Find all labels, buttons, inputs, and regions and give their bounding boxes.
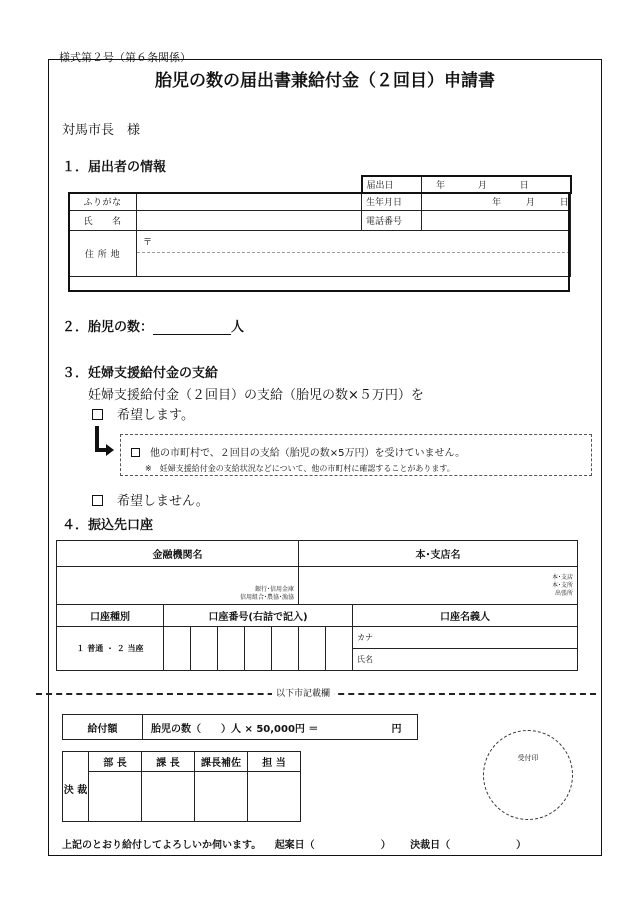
option-yes[interactable] xyxy=(92,404,194,423)
option-yes-label: 希望します。 xyxy=(117,408,194,423)
role-header: 課 長 xyxy=(142,752,195,772)
section-reporter-heading: １．届出者の情報 xyxy=(62,160,167,175)
holder-name-field[interactable] xyxy=(353,649,578,671)
branch-type-3: 出張所 xyxy=(555,589,574,597)
submit-date-label: 届出日 xyxy=(362,176,422,193)
option-no-checkbox[interactable] xyxy=(92,495,103,506)
account-digit[interactable] xyxy=(245,627,272,671)
account-digit[interactable] xyxy=(164,627,191,671)
reception-stamp-circle xyxy=(483,730,573,820)
benefit-label: 給付額 xyxy=(63,715,143,740)
account-digit[interactable] xyxy=(272,627,299,671)
branch-name-header: 本･支店名 xyxy=(299,541,578,567)
postal-mark: 〒 xyxy=(137,231,570,253)
reporter-table xyxy=(68,175,572,277)
fetus-count-input[interactable] xyxy=(153,321,231,335)
phone-field[interactable] xyxy=(422,210,571,230)
address-label: 住 所 地 xyxy=(69,230,137,276)
role-header: 課長補佐 xyxy=(195,752,248,772)
sub-option-label: 他の市町村で、２回目の支給（胎児の数×5万円）を受けていません。 xyxy=(150,448,466,459)
option-no-label: 希望しません。 xyxy=(117,494,209,509)
kana-label: カナ xyxy=(357,633,373,642)
approval-table xyxy=(62,751,301,822)
footer-text: 上記のとおり給付してよろしいか伺います。 xyxy=(62,840,262,851)
section-support-heading: ３．妊婦支援給付金の支給 xyxy=(62,366,219,381)
bank-name-field[interactable] xyxy=(57,567,299,605)
benefit-yen: 円 xyxy=(391,723,402,735)
approval-label: 決 裁 xyxy=(63,752,89,822)
furigana-label: ふりがな xyxy=(69,193,137,210)
sub-option[interactable] xyxy=(131,444,465,459)
account-number-header: 口座番号(右詰で記入) xyxy=(164,605,353,627)
sub-option-box xyxy=(120,434,592,476)
footer-approval-line: 上記のとおり給付してよろしいか伺います。 起案日（ ） 決裁日（ ） xyxy=(62,840,527,851)
seal-cell[interactable] xyxy=(142,772,195,822)
arrow-down-right-icon xyxy=(92,424,118,458)
role-header: 部 長 xyxy=(89,752,142,772)
bank-name-header: 金融機関名 xyxy=(57,541,299,567)
option-no[interactable] xyxy=(92,490,209,509)
birthdate-field[interactable]: 年 月 日 xyxy=(422,193,571,210)
branch-name-field[interactable] xyxy=(299,567,578,605)
account-digit[interactable] xyxy=(299,627,326,671)
benefit-table xyxy=(62,714,418,740)
fetus-count-line xyxy=(62,316,244,335)
fetus-count-unit: 人 xyxy=(231,320,245,335)
draft-date-label: 起案日（ xyxy=(274,840,315,851)
sub-option-note: ※ 妊婦支援給付金の支給状況などについて、他の市町村に確認することがあります。 xyxy=(145,464,455,473)
sub-option-checkbox[interactable] xyxy=(131,448,140,457)
branch-type-2: 本･支所 xyxy=(552,581,574,589)
account-digit[interactable] xyxy=(191,627,218,671)
account-digit[interactable] xyxy=(218,627,245,671)
benefit-formula: 胎児の数（ ）人 × 50,000円 ＝ xyxy=(151,723,319,735)
furigana-field[interactable] xyxy=(137,193,362,210)
page-title: 胎児の数の届出書兼給付金（２回目）申請書 xyxy=(155,71,495,91)
phone-label: 電話番号 xyxy=(362,210,422,230)
option-yes-checkbox[interactable] xyxy=(92,409,103,420)
seal-cell[interactable] xyxy=(195,772,248,822)
account-type-field[interactable]: １ 普通 ・ ２ 当座 xyxy=(57,627,164,671)
branch-type-1: 本･支店 xyxy=(552,573,574,581)
addressee: 対馬市長 様 xyxy=(62,123,141,138)
benefit-field[interactable] xyxy=(143,715,418,740)
bank-table xyxy=(56,540,578,671)
bank-type-1: 銀行･信用金庫 xyxy=(254,586,294,593)
account-holder-header: 口座名義人 xyxy=(353,605,578,627)
submit-date-field[interactable]: 年 月 日 xyxy=(422,176,571,193)
seal-cell[interactable] xyxy=(248,772,301,822)
role-header: 担 当 xyxy=(248,752,301,772)
support-description: 妊婦支援給付金（２回目）の支給（胎児の数×５万円）を xyxy=(88,388,424,403)
reception-stamp-label: 受付印 xyxy=(517,754,539,762)
account-digit[interactable] xyxy=(326,627,353,671)
section-account-heading: ４．振込先口座 xyxy=(62,518,154,533)
name-field[interactable] xyxy=(137,210,362,230)
form-number: 様式第２号（第６条関係） xyxy=(59,51,191,64)
name-label: 氏 名 xyxy=(69,210,137,230)
address-field[interactable] xyxy=(137,230,571,276)
account-type-header: 口座種別 xyxy=(57,605,164,627)
birthdate-label: 生年月日 xyxy=(362,193,422,210)
fetus-count-heading: ２．胎児の数： xyxy=(62,320,154,335)
office-divider-label: 以下市記載欄 xyxy=(272,686,334,699)
seal-cell[interactable] xyxy=(89,772,142,822)
holder-name-label: 氏名 xyxy=(357,655,373,664)
bank-type-2: 信用組合･農協･漁協 xyxy=(239,594,294,601)
kana-field[interactable] xyxy=(353,627,578,649)
decision-date-label: 決裁日（ xyxy=(410,840,451,851)
